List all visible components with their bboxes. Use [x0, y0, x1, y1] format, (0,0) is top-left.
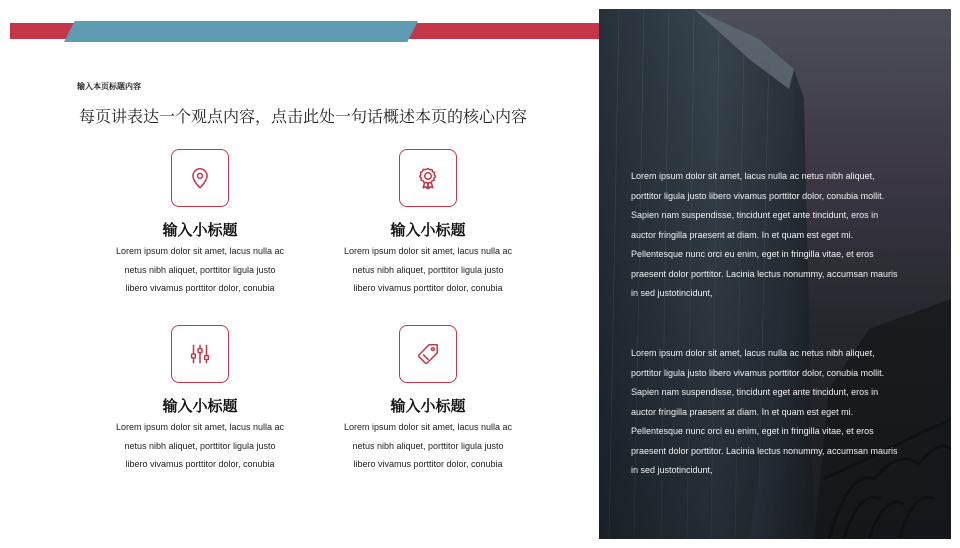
text-line: Pellentesque nunc orci eu enim, eget in fringilla vitae, et eros [631, 249, 874, 259]
text-line: Lorem ipsum dolor sit amet, lacus nulla ac [115, 246, 285, 256]
text-line: Lorem ipsum dolor sit amet, lacus nulla ac [343, 422, 513, 432]
text-line: libero vivamus porttitor dolor, conubia [353, 459, 503, 469]
sliders-icon [171, 325, 229, 383]
paragraph-1 [631, 167, 931, 304]
page-title: 输入本页标题内容 [77, 82, 141, 91]
feature-card-3 [105, 325, 295, 474]
text-line: Sapien nam suspendisse, tincidunt eget ante tincidunt, eros in [631, 210, 879, 220]
text-line: Pellentesque nunc orci eu enim, eget in fringilla vitae, et eros [631, 426, 874, 436]
feature-title: 输入小标题 [390, 398, 466, 415]
text-line: Lorem ipsum dolor sit amet, lacus nulla ac [115, 422, 285, 432]
text-line: netus nibh aliquet, porttitor ligula justo [352, 264, 504, 275]
text-line: netus nibh aliquet, porttitor ligula justo [124, 264, 276, 275]
text-line: praesent dolor porttitor. Lacinia lectus nonummy, accumsan mauris [631, 268, 898, 279]
text-line: libero vivamus porttitor dolor, conubia [125, 283, 275, 293]
text-line: libero vivamus porttitor dolor, conubia [353, 283, 503, 293]
feature-text [105, 242, 295, 298]
text-line: in sed justotincidunt, [631, 288, 713, 298]
feature-text [105, 418, 295, 474]
text-line: porttitor ligula justo libero vivamus porttitor dolor, conubia mollit. [631, 190, 885, 201]
text-line: libero vivamus porttitor dolor, conubia [125, 459, 275, 469]
text-line: netus nibh aliquet, porttitor ligula justo [124, 440, 276, 451]
text-line: netus nibh aliquet, porttitor ligula justo [352, 440, 504, 451]
feature-text [333, 418, 523, 474]
text-line: praesent dolor porttitor. Lacinia lectus nonummy, accumsan mauris [631, 445, 898, 456]
text-line: Lorem ipsum dolor sit amet, lacus nulla ac netus nibh aliquet, [631, 171, 875, 181]
text-line: Lorem ipsum dolor sit amet, lacus nulla ac [343, 246, 513, 256]
feature-title: 输入小标题 [390, 222, 466, 239]
feature-card-2 [333, 149, 523, 298]
text-line: porttitor ligula justo libero vivamus porttitor dolor, conubia mollit. [631, 367, 885, 378]
award-ribbon-icon [399, 149, 457, 207]
text-line: Sapien nam suspendisse, tincidunt eget ante tincidunt, eros in [631, 387, 879, 397]
feature-card-1 [105, 149, 295, 298]
price-tag-icon [399, 325, 457, 383]
feature-title: 输入小标题 [162, 222, 238, 239]
top-blue-bar [64, 21, 418, 42]
text-line: Lorem ipsum dolor sit amet, lacus nulla ac netus nibh aliquet, [631, 348, 875, 358]
building-photo [599, 9, 951, 539]
text-line: auctor fringilla praesent at diam. In et quam est eget mi. [631, 229, 854, 240]
feature-card-4 [333, 325, 523, 474]
text-line: in sed justotincidunt, [631, 465, 713, 475]
text-line: auctor fringilla praesent at diam. In et quam est eget mi. [631, 406, 854, 417]
feature-text [333, 242, 523, 298]
paragraph-2 [631, 344, 931, 481]
location-pin-icon [171, 149, 229, 207]
feature-title: 输入小标题 [162, 398, 238, 415]
headline: 每页讲表达一个观点内容，点击此处一句话概述本页的核心内容 [79, 109, 528, 126]
